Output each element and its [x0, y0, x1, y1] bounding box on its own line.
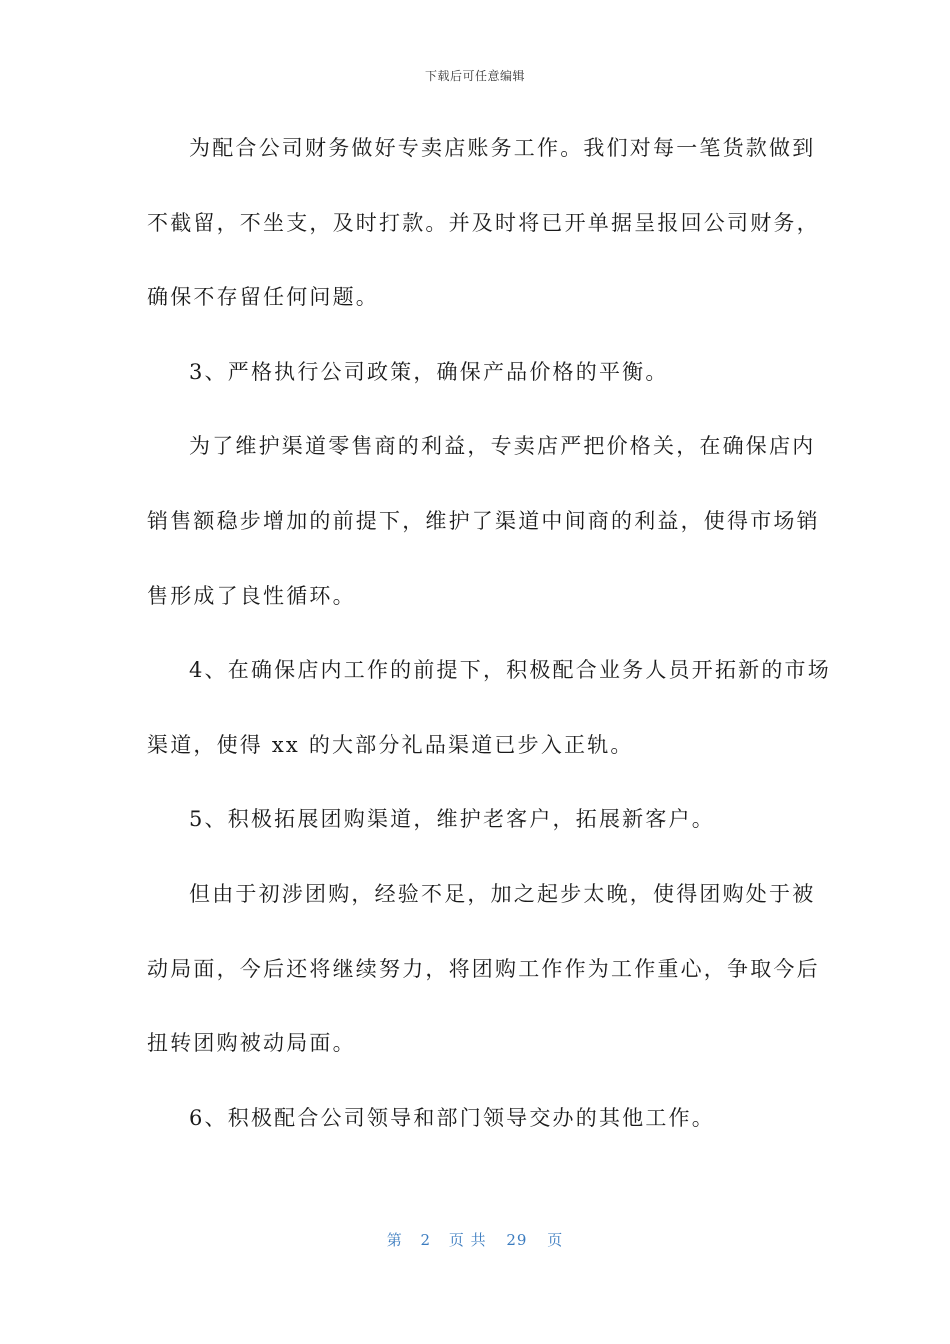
list-item-heading: 5、积极拓展团购渠道，维护老客户，拓展新客户。 [189, 807, 715, 831]
list-item-heading: 3、严格执行公司政策，确保产品价格的平衡。 [189, 360, 669, 384]
paragraph-line: 但由于初涉团购，经验不足，加之起步太晚，使得团购处于被 [189, 882, 816, 906]
paragraph-line: 销售额稳步增加的前提下，维护了渠道中间商的利益，使得市场销 [147, 509, 820, 533]
page-footer [0, 1229, 950, 1250]
paragraph-line: 动局面，今后还将继续努力，将团购工作作为工作重心，争取今后 [147, 957, 820, 981]
list-item-heading: 6、积极配合公司领导和部门领导交办的其他工作。 [189, 1106, 715, 1130]
current-page-number: 2 [420, 1231, 432, 1249]
paragraph-line: 不截留，不坐支，及时打款。并及时将已开单据呈报回公司财务， [147, 211, 820, 235]
paragraph-line: 为配合公司财务做好专卖店账务工作。我们对每一笔货款做到 [189, 136, 816, 160]
paragraph-line: 渠道，使得 xx 的大部分礼品渠道已步入正轨。 [147, 733, 634, 757]
paragraph-line: 确保不存留任何问题。 [147, 285, 379, 309]
paragraph-line: 售形成了良性循环。 [147, 584, 356, 608]
total-page-count: 29 [506, 1231, 528, 1249]
paragraph-line: 为了维护渠道零售商的利益，专卖店严把价格关，在确保店内 [189, 434, 816, 458]
list-item-heading: 4、在确保店内工作的前提下，积极配合业务人员开拓新的市场 [189, 658, 831, 682]
footer-suffix: 页 [547, 1231, 564, 1249]
page-header: 下载后可任意编辑 [424, 69, 525, 83]
footer-prefix: 第 [386, 1231, 403, 1249]
footer-middle: 页 共 [448, 1231, 487, 1249]
paragraph-line: 扭转团购被动局面。 [147, 1031, 356, 1055]
